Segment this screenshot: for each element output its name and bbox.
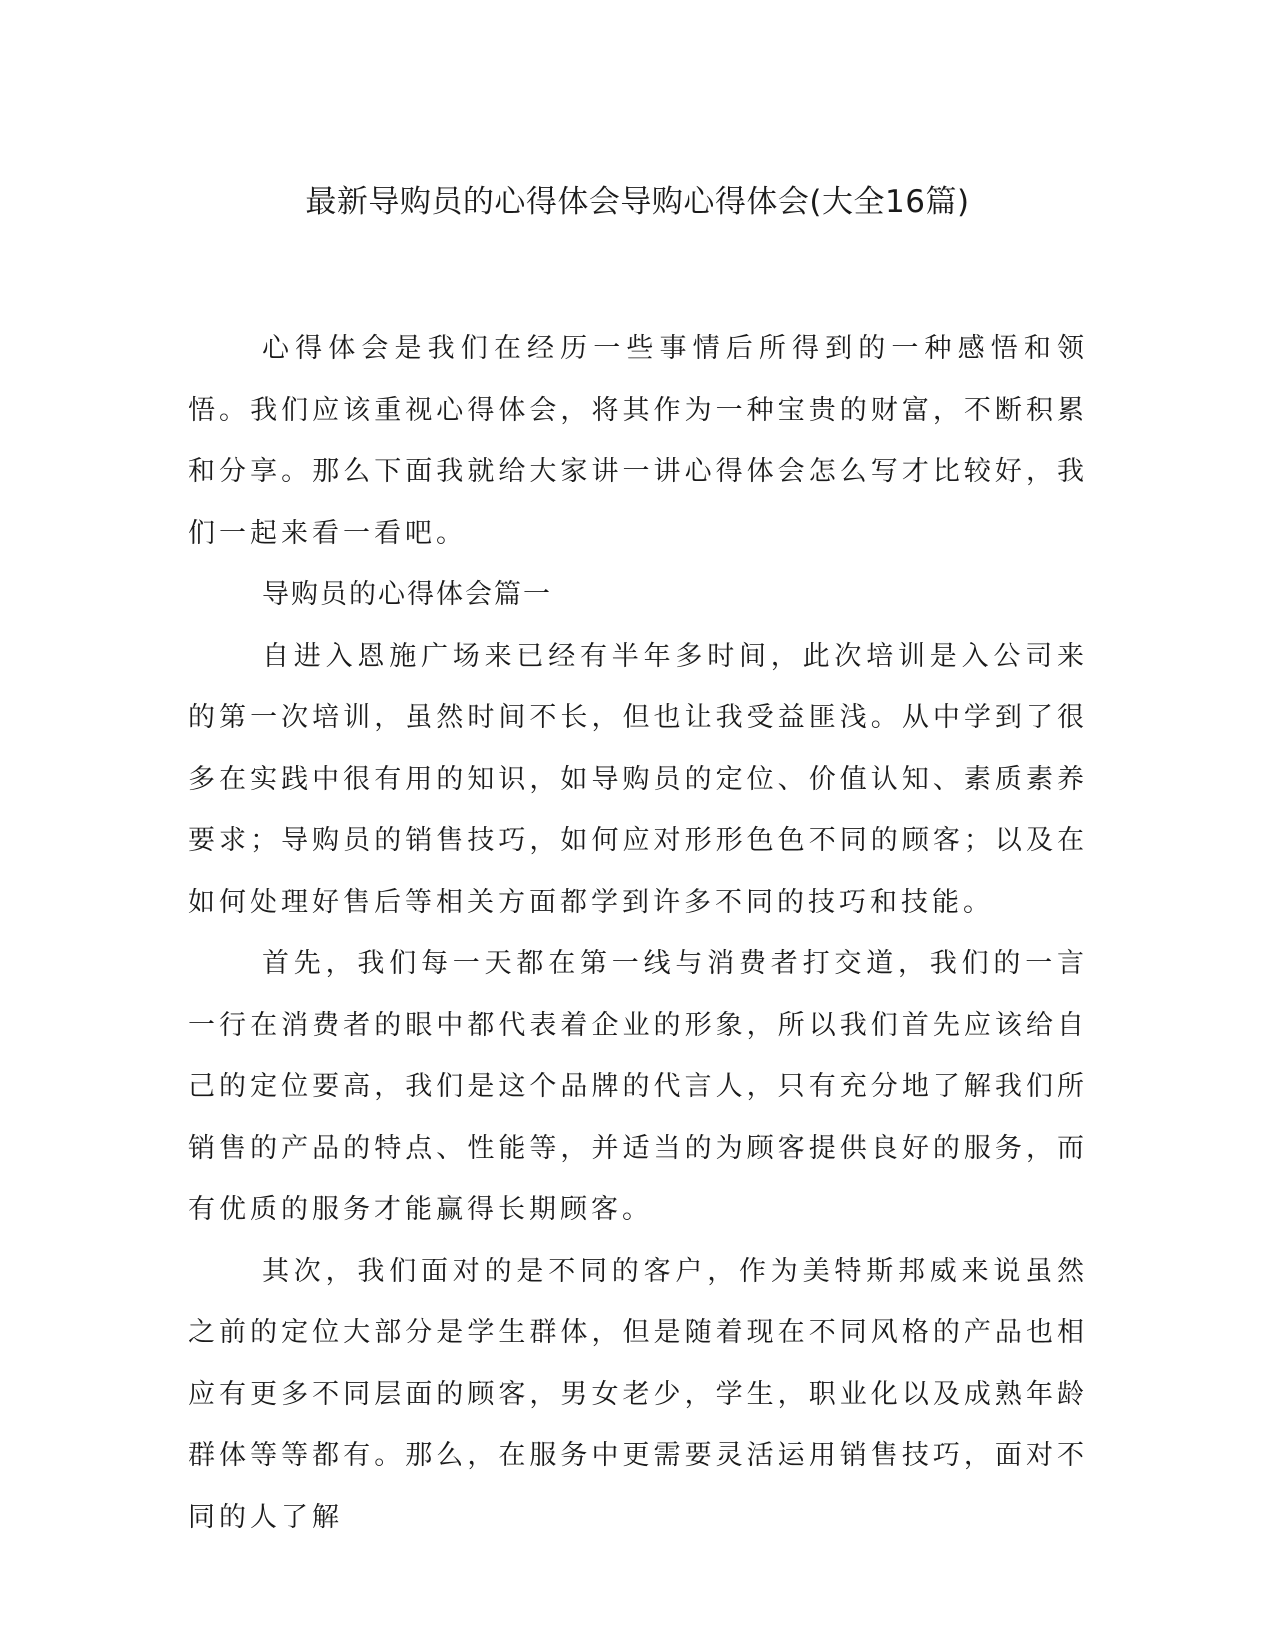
section-heading: 导购员的心得体会篇一	[262, 579, 552, 610]
body-paragraph: 自进入恩施广场来已经有半年多时间，此次培训是入公司来的第一次培训，虽然时间不长，但也让我受益匪浅。从中学到了很多在实践中很有用的知识，如导购员的定位、价值认知、素质素养要求；导购员的销售技巧，如何应对形形色色不同的顾客；以及在如何处理好售后等相关方面都学到许多不同的技巧和技能。	[188, 640, 1088, 918]
document-body	[188, 318, 1088, 1548]
document-title: 最新导购员的心得体会导购心得体会(大全16篇)	[305, 184, 970, 220]
body-paragraph: 其次，我们面对的是不同的客户，作为美特斯邦威来说虽然之前的定位大部分是学生群体，但是随着现在不同风格的产品也相应有更多不同层面的顾客，男女老少，学生，职业化以及成熟年龄群体等等都有。那么，在服务中更需要灵活运用销售技巧，面对不同的人了解	[188, 1255, 1088, 1533]
intro-paragraph: 心得体会是我们在经历一些事情后所得到的一种感悟和领悟。我们应该重视心得体会，将其作为一种宝贵的财富，不断积累和分享。那么下面我就给大家讲一讲心得体会怎么写才比较好，我们一起来看一看吧。	[188, 333, 1088, 549]
body-paragraph: 首先，我们每一天都在第一线与消费者打交道，我们的一言一行在消费者的眼中都代表着企业的形象，所以我们首先应该给自己的定位要高，我们是这个品牌的代言人，只有充分地了解我们所销售的产品的特点、性能等，并适当的为顾客提供良好的服务，而有优质的服务才能赢得长期顾客。	[188, 948, 1088, 1225]
